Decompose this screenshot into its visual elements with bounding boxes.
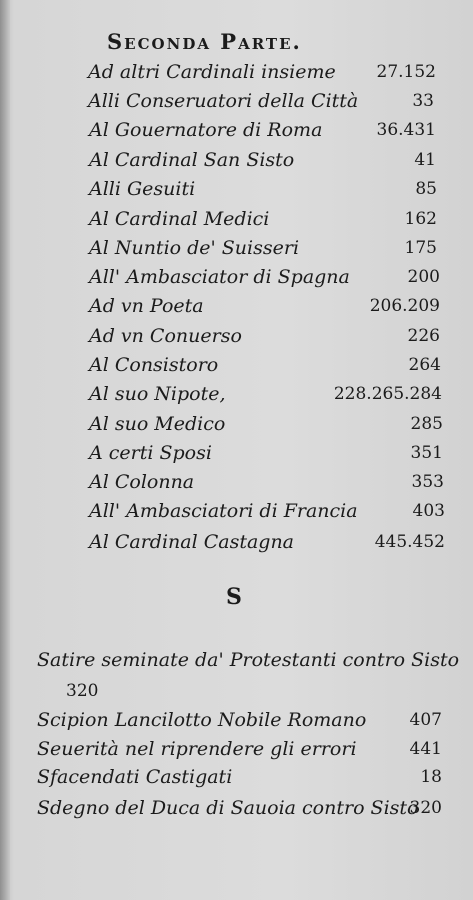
entry-label: Alli Gesuiti bbox=[89, 178, 196, 200]
entry-label: Al Cardinal Medici bbox=[89, 208, 270, 230]
entry-label: All' Ambasciatori di Francia bbox=[89, 500, 358, 522]
section-letter: S bbox=[226, 584, 242, 610]
entry-pages: 403 bbox=[412, 501, 445, 521]
entry-label: Sfacendati Castigati bbox=[37, 766, 233, 788]
entry-label: Ad altri Cardinali insieme bbox=[88, 61, 336, 83]
index-entry bbox=[89, 290, 440, 322]
entry-pages: 85 bbox=[415, 179, 437, 199]
entry-pages: 226 bbox=[407, 326, 440, 346]
entry-label: Sdegno del Duca di Sauoia contro Sisto bbox=[37, 797, 419, 819]
entry-label: Seuerità nel riprendere gli errori bbox=[37, 738, 357, 760]
index-entry bbox=[89, 114, 436, 146]
entry-pages: 353 bbox=[411, 472, 444, 492]
index-entry bbox=[89, 261, 440, 293]
index-entry bbox=[89, 466, 444, 498]
index-entry bbox=[89, 437, 443, 469]
index-entry bbox=[37, 761, 442, 793]
entry-pages: 162 bbox=[404, 209, 437, 229]
page-header: Seconda Parte. bbox=[107, 29, 302, 54]
entry-pages: 200 bbox=[407, 267, 440, 287]
index-entry bbox=[37, 704, 442, 736]
entry-pages: 33 bbox=[412, 91, 434, 111]
entry-pages: 351 bbox=[410, 443, 443, 463]
entry-pages: 36.431 bbox=[376, 120, 436, 140]
entry-pages: 206.209 bbox=[369, 296, 440, 316]
index-entry bbox=[37, 792, 442, 824]
entry-label: Scipion Lancilotto Nobile Romano bbox=[37, 709, 367, 731]
entry-pages: 407 bbox=[409, 710, 442, 730]
entry-label: 320 bbox=[66, 681, 99, 701]
entry-pages: 445.452 bbox=[374, 532, 445, 552]
index-entry bbox=[37, 644, 460, 676]
entry-pages: 175 bbox=[404, 238, 437, 258]
entry-pages: 320 bbox=[409, 798, 442, 818]
entry-pages: 264 bbox=[408, 355, 441, 375]
entry-label: Satire seminate da' Protestanti contro Sisto bbox=[37, 649, 460, 671]
entry-label: Al Colonna bbox=[89, 471, 195, 493]
index-entry bbox=[89, 408, 443, 440]
index-entry bbox=[89, 495, 445, 527]
entry-label: Ad vn Conuerso bbox=[89, 325, 242, 347]
entry-label: Al Cardinal San Sisto bbox=[89, 149, 295, 171]
entry-label: Al Nuntio de' Suisseri bbox=[89, 237, 300, 259]
entry-label: Al Consistoro bbox=[89, 354, 219, 376]
entry-pages: 27.152 bbox=[376, 62, 436, 82]
entry-label: Al suo Medico bbox=[89, 413, 226, 435]
entry-pages: 441 bbox=[409, 739, 442, 759]
index-entry bbox=[89, 203, 437, 235]
index-entry bbox=[89, 349, 441, 381]
index-entry bbox=[89, 378, 442, 410]
entry-label: Al suo Nipote, bbox=[89, 383, 226, 405]
index-entry bbox=[89, 173, 437, 205]
index-entry bbox=[89, 526, 445, 558]
entry-label: Ad vn Poeta bbox=[89, 295, 204, 317]
index-entry bbox=[66, 675, 126, 707]
entry-label: A certi Sposi bbox=[89, 442, 212, 464]
index-entry bbox=[89, 144, 436, 176]
index-entry bbox=[88, 85, 434, 117]
entry-label: All' Ambasciator di Spagna bbox=[89, 266, 350, 288]
index-entry bbox=[88, 56, 436, 88]
page-gutter bbox=[0, 0, 10, 900]
index-entry bbox=[89, 232, 437, 264]
entry-pages: 285 bbox=[410, 414, 443, 434]
entry-label: Al Gouernatore di Roma bbox=[89, 119, 323, 141]
entry-label: Al Cardinal Castagna bbox=[89, 531, 295, 553]
entry-pages: 18 bbox=[420, 767, 442, 787]
entry-pages: 228.265.284 bbox=[333, 384, 442, 404]
index-entry bbox=[89, 320, 440, 352]
entry-pages: 41 bbox=[414, 150, 436, 170]
entry-label: Alli Conseruatori della Città bbox=[88, 90, 359, 112]
